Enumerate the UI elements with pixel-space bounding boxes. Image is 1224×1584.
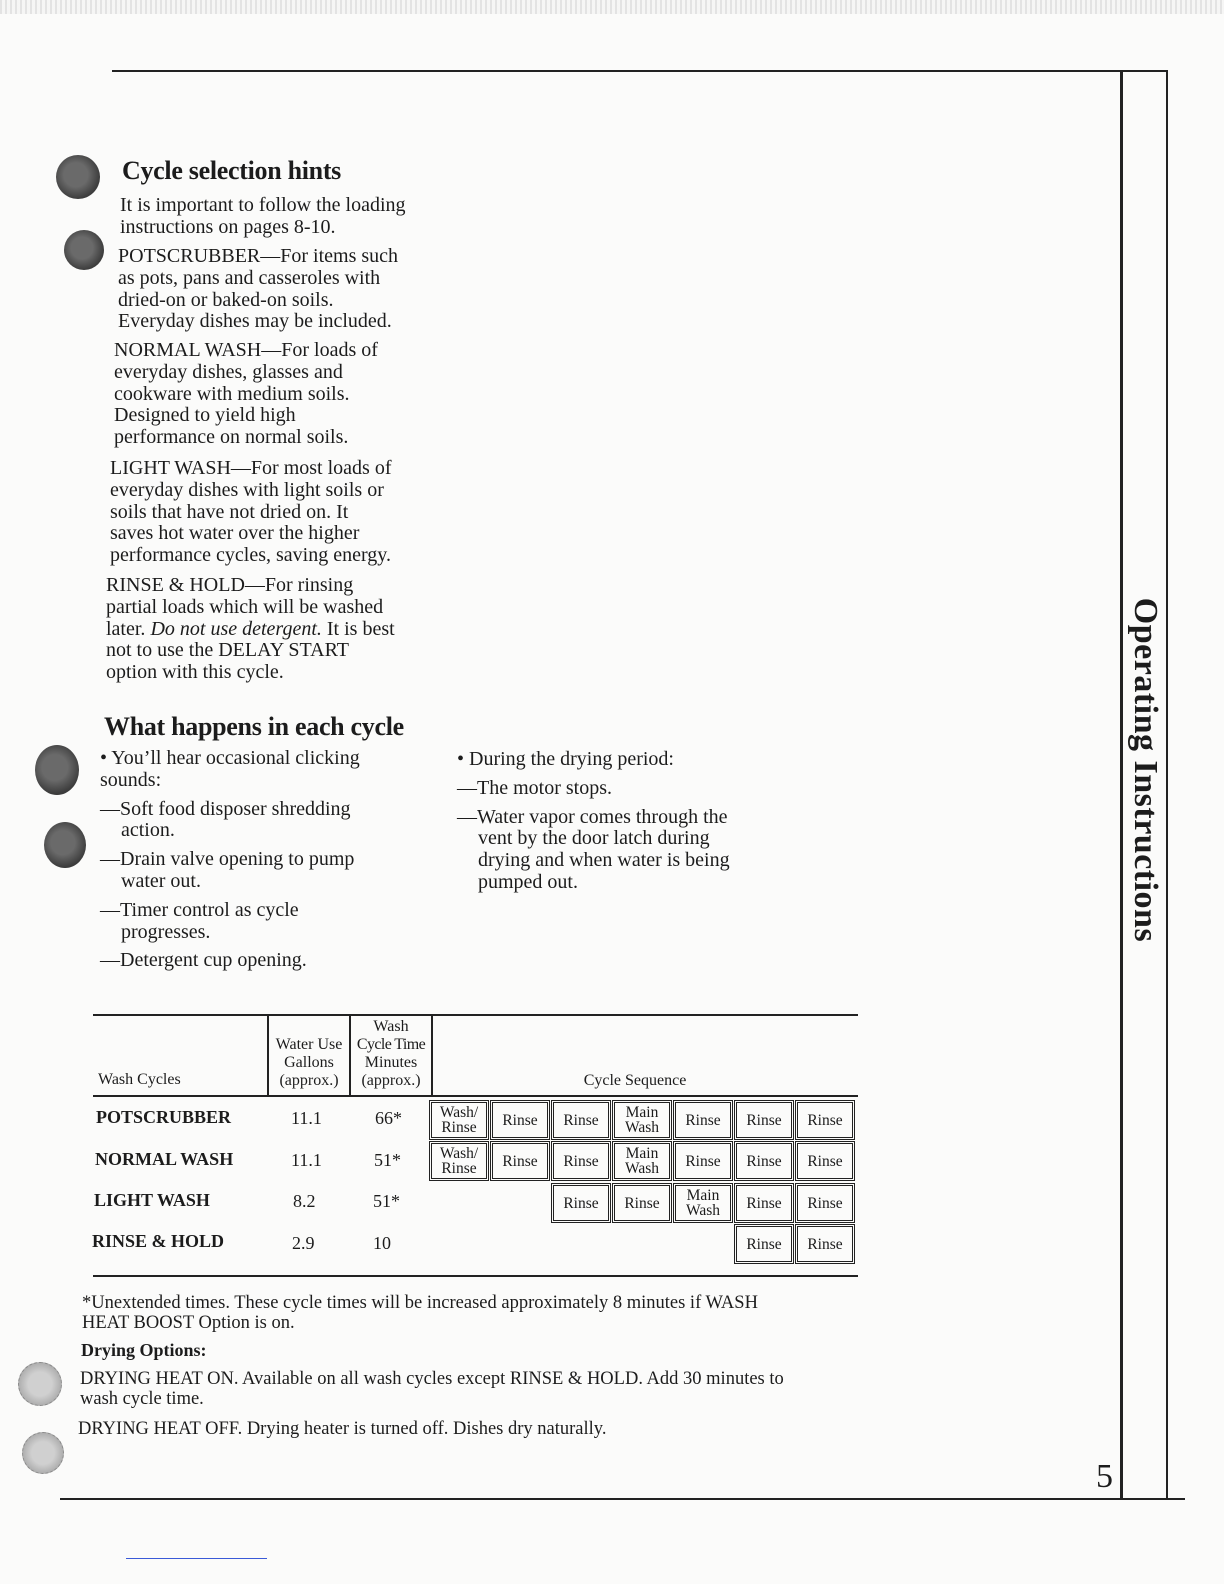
water-use: 11.1: [291, 1150, 322, 1170]
text-line: drying and when water is being: [478, 849, 730, 872]
cycle-step-text: Rinse: [746, 1152, 782, 1170]
cycle-step-text: Wash: [624, 1160, 660, 1177]
cycle-step-text: Rinse: [746, 1235, 782, 1253]
cycle-step-box: [736, 1102, 792, 1138]
cycle-step-text: Rinse: [807, 1111, 843, 1129]
text-line: progresses.: [121, 920, 211, 943]
bullet-item: • During the drying period:: [457, 748, 674, 770]
cycle-step-label: [624, 1196, 659, 1211]
cycle-step-label: [502, 1113, 537, 1128]
dash-item: —Soft food disposer shredding: [100, 797, 351, 820]
text-line: as pots, pans and casseroles with: [118, 266, 381, 289]
text-line: wash cycle time.: [80, 1389, 204, 1409]
link-underline: [126, 1558, 267, 1559]
cycle-step-box: [492, 1102, 548, 1138]
binder-hole-icon: [44, 822, 86, 868]
cycle-time: 10: [373, 1233, 391, 1253]
text-line: RINSE & HOLD—For rinsing: [106, 574, 354, 596]
page-number: 5: [1096, 1458, 1113, 1495]
text-line: HEAT BOOST Option is on.: [82, 1313, 295, 1333]
header-line: Water Use: [275, 1036, 343, 1053]
cycle-step-text: Main: [625, 1104, 659, 1121]
cycle-step-box: [614, 1102, 670, 1138]
cycle-step-box: [553, 1185, 609, 1221]
table-top-rule: [93, 1014, 858, 1016]
cycle-name: NORMAL WASH: [95, 1149, 234, 1169]
sidebar-title: Operating Instructions: [1127, 597, 1164, 943]
cycle-step-box: [614, 1185, 670, 1221]
cycle-step-box: [553, 1102, 609, 1138]
cycle-step-label: [746, 1154, 781, 1169]
text-line: LIGHT WASH—For most loads of: [110, 457, 392, 479]
header-cycle-sequence: Cycle Sequence: [583, 1072, 687, 1089]
cycle-step-text: Rinse: [502, 1152, 538, 1170]
text-line: soils that have not dried on. It: [110, 500, 349, 523]
text-line: not to use the DELAY START: [106, 639, 349, 662]
cycle-step-box: [675, 1143, 731, 1179]
text-line: everyday dishes, glasses and: [114, 360, 343, 383]
hint-light-wash: [110, 458, 391, 567]
water-use: 8.2: [293, 1191, 316, 1211]
cycle-step-label: [563, 1154, 598, 1169]
cycle-step-text: Rinse: [563, 1111, 599, 1129]
text-run: It is best: [321, 617, 395, 640]
scan-edge: [0, 0, 1224, 14]
text-line: water out.: [121, 869, 201, 892]
cycle-step-text: Main: [625, 1145, 659, 1162]
bottom-rule: [60, 1498, 1185, 1500]
cycle-step-text: Rinse: [746, 1194, 782, 1212]
happens-left-column: [100, 748, 430, 972]
cycle-step-box: [797, 1102, 853, 1138]
binder-hole-icon: [56, 155, 100, 199]
cycle-step-text: Wash/: [439, 1104, 479, 1121]
cycle-step-text: Rinse: [807, 1194, 843, 1212]
text-line: dried-on or baked-on soils.: [118, 288, 334, 311]
cycle-step-label: [807, 1237, 842, 1252]
header-line: Gallons: [284, 1054, 334, 1071]
cycle-step-box: [797, 1226, 853, 1262]
cycle-step-text: Rinse: [685, 1152, 721, 1170]
cycle-name: LIGHT WASH: [94, 1190, 210, 1210]
text-line: partial loads which will be washed: [106, 595, 384, 618]
cycle-step-text: Rinse: [441, 1119, 477, 1136]
cycle-step-label: [440, 1105, 478, 1135]
happens-heading: What happens in each cycle: [104, 712, 404, 741]
cycle-step-text: Main: [686, 1187, 720, 1204]
cycle-step-label: [563, 1196, 598, 1211]
footnote: [82, 1293, 758, 1333]
cycle-step-text: Rinse: [624, 1194, 660, 1212]
hint-rinse-hold: [106, 575, 395, 684]
header-wash-cycles: Wash Cycles: [98, 1071, 181, 1088]
text-line: DRYING HEAT ON. Available on all wash cycles except RINSE & HOLD. Add 30 minutes to: [80, 1369, 784, 1389]
hints-intro: [120, 195, 406, 239]
cycle-step-text: Rinse: [807, 1152, 843, 1170]
cycle-step-box: [797, 1185, 853, 1221]
hint-potscrubber: [118, 246, 398, 333]
binder-hole-icon: [22, 1432, 64, 1474]
cycle-step-box: [675, 1102, 731, 1138]
cycle-step-box: [736, 1185, 792, 1221]
text-line: Everyday dishes may be included.: [118, 310, 392, 333]
header-line: Wash: [373, 1018, 409, 1035]
text-line: It is important to follow the loading: [120, 194, 406, 216]
cycle-step-box: [736, 1226, 792, 1262]
cycle-step-text: Rinse: [563, 1152, 599, 1170]
text-line: NORMAL WASH—For loads of: [114, 339, 378, 361]
cycle-step-box: [492, 1143, 548, 1179]
table-bottom-rule: [93, 1275, 858, 1277]
text-line: sounds:: [100, 768, 162, 791]
cycle-step-box: [797, 1143, 853, 1179]
cycle-step-label: [746, 1113, 781, 1128]
header-line: Cycle Time: [356, 1036, 426, 1053]
text-line: option with this cycle.: [106, 661, 284, 684]
top-rule: [112, 70, 1168, 72]
cycle-name: RINSE & HOLD: [92, 1231, 225, 1251]
header-cycle-time: [351, 1018, 431, 1090]
cycle-step-label: [685, 1154, 720, 1169]
cycle-step-label: [625, 1105, 659, 1135]
dash-item: —Water vapor comes through the: [457, 805, 728, 828]
dash-item: —Drain valve opening to pump: [100, 848, 355, 871]
binder-hole-icon: [64, 230, 104, 270]
warning-text: Do not use detergent.: [150, 617, 322, 640]
text-line: everyday dishes with light soils or: [110, 478, 384, 501]
header-line: Minutes: [364, 1054, 418, 1071]
text-line: vent by the door latch during: [478, 827, 710, 850]
cycle-step-text: Wash: [624, 1119, 660, 1136]
column-divider: [431, 1015, 433, 1095]
cycle-step-label: [440, 1146, 478, 1176]
cycle-step-box: [614, 1143, 670, 1179]
cycle-step-label: [746, 1196, 781, 1211]
cycle-step-label: [807, 1154, 842, 1169]
text-line: pumped out.: [478, 870, 578, 893]
cycle-step-text: Rinse: [807, 1235, 843, 1253]
cycle-step-text: Rinse: [746, 1111, 782, 1129]
binder-hole-icon: [18, 1362, 62, 1406]
cycle-step-text: Rinse: [563, 1194, 599, 1212]
cycle-step-label: [807, 1113, 842, 1128]
happens-right-column: [457, 749, 787, 894]
cycle-step-text: Wash/: [439, 1145, 479, 1162]
cycle-time: 51*: [374, 1150, 401, 1170]
cycle-step-box: [431, 1143, 487, 1179]
text-line: performance on normal soils.: [114, 426, 349, 449]
cycle-step-label: [685, 1113, 720, 1128]
bullet-item: • You’ll hear occasional clicking: [100, 747, 360, 769]
text-line: POTSCRUBBER—For items such: [118, 245, 399, 267]
cycle-step-label: [807, 1196, 842, 1211]
cycle-name: POTSCRUBBER: [96, 1107, 232, 1127]
header-line: (approx.): [279, 1072, 339, 1089]
cycle-time: 51*: [373, 1191, 400, 1211]
cycle-step-text: Rinse: [441, 1160, 477, 1177]
water-use: 2.9: [292, 1233, 315, 1253]
cycle-step-box: [553, 1143, 609, 1179]
cycle-step-box: [736, 1143, 792, 1179]
text-line: action.: [121, 819, 175, 842]
cycle-step-label: [686, 1188, 720, 1218]
text-line: *Unextended times. These cycle times will be increased approximately 8 minutes if WASH: [82, 1293, 758, 1313]
text-line: performance cycles, saving energy.: [110, 544, 391, 567]
text-line: instructions on pages 8-10.: [120, 215, 336, 238]
drying-heading: Drying Options:: [81, 1340, 207, 1360]
cycle-step-text: Rinse: [502, 1111, 538, 1129]
text-run: later.: [106, 617, 151, 640]
text-line: saves hot water over the higher: [110, 522, 360, 545]
table-header-rule: [93, 1095, 858, 1097]
text-line: cookware with medium soils.: [114, 382, 350, 405]
binder-hole-icon: [35, 745, 79, 795]
cycle-step-label: [502, 1154, 537, 1169]
drying-heat-off: DRYING HEAT OFF. Drying heater is turned off. Dishes dry naturally.: [78, 1419, 607, 1439]
header-water-use: [269, 1036, 349, 1090]
cycle-step-label: [563, 1113, 598, 1128]
dash-item: —The motor stops.: [457, 776, 612, 799]
dash-item: —Timer control as cycle: [100, 898, 299, 921]
header-line: (approx.): [361, 1072, 421, 1089]
hints-heading: Cycle selection hints: [122, 156, 342, 185]
cycle-step-label: [746, 1237, 781, 1252]
cycle-step-box: [675, 1185, 731, 1221]
hint-normal-wash: [114, 340, 378, 449]
cycle-step-label: [625, 1146, 659, 1176]
water-use: 11.1: [291, 1108, 322, 1128]
dash-item: —Detergent cup opening.: [100, 949, 307, 972]
cycle-step-text: Wash: [685, 1202, 721, 1219]
cycle-step-text: Rinse: [685, 1111, 721, 1129]
text-line: [106, 619, 395, 641]
drying-heat-on: [80, 1369, 784, 1409]
cycle-time: 66*: [375, 1108, 402, 1128]
text-line: Designed to yield high: [114, 404, 296, 427]
cycle-step-box: [431, 1102, 487, 1138]
